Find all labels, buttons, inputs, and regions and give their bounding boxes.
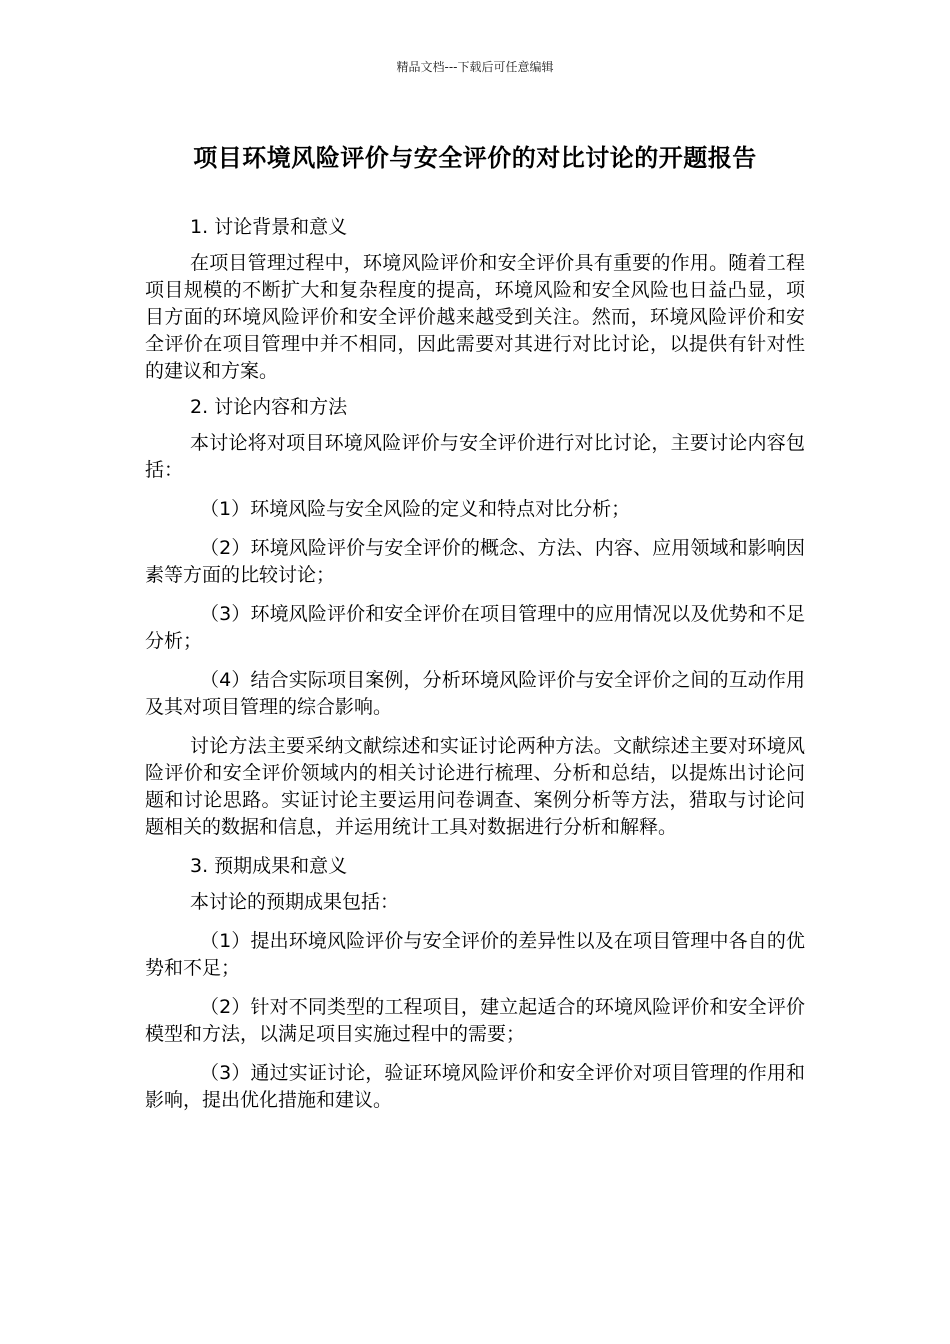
content-item-2: （2）环境风险评价与安全评价的概念、方法、内容、应用领域和影响因素等方面的比较讨论；	[145, 537, 805, 586]
results-intro-paragraph: 本讨论的预期成果包括：	[190, 891, 400, 913]
result-item-3: （3）通过实证讨论，验证环境风险评价和安全评价对项目管理的作用和影响，提出优化措施和建议。	[145, 1062, 805, 1111]
section-heading-content-method: 2. 讨论内容和方法	[190, 396, 348, 418]
document-title: 项目环境风险评价与安全评价的对比讨论的开题报告	[193, 144, 757, 172]
content-intro-paragraph: 本讨论将对项目环境风险评价与安全评价进行对比讨论，主要讨论内容包括：	[145, 432, 805, 481]
page-header: 精品文档---下载后可任意编辑	[396, 60, 554, 74]
content-item-1: （1）环境风险与安全风险的定义和特点对比分析；	[200, 498, 631, 520]
background-paragraph: 在项目管理过程中，环境风险评价和安全评价具有重要的作用。随着工程项目规模的不断扩大和复杂程度的提高，环境风险和安全风险也日益凸显，项目方面的环境风险评价和安全评价越来越受到关注。然而，环境风险评价和安全评价在项目管理中并不相同，因此需要对其进行对比讨论，以提供有针对性的建议和方案。	[145, 252, 805, 382]
content-item-3: （3）环境风险评价和安全评价在项目管理中的应用情况以及优势和不足分析；	[145, 603, 805, 652]
result-item-1: （1）提出环境风险评价与安全评价的差异性以及在项目管理中各自的优势和不足；	[145, 930, 805, 979]
document-body	[145, 214, 805, 1126]
result-item-2: （2）针对不同类型的工程项目，建立起适合的环境风险评价和安全评价模型和方法，以满足项目实施过程中的需要；	[145, 996, 805, 1045]
content-item-4: （4）结合实际项目案例，分析环境风险评价与安全评价之间的互动作用及其对项目管理的综合影响。	[145, 669, 805, 718]
section-heading-background: 1. 讨论背景和意义	[190, 216, 348, 238]
method-paragraph: 讨论方法主要采纳文献综述和实证讨论两种方法。文献综述主要对环境风险评价和安全评价领域内的相关讨论进行梳理、分析和总结，以提炼出讨论问题和讨论思路。实证讨论主要运用问卷调查、案例分析等方法，猎取与讨论问题相关的数据和信息，并运用统计工具对数据进行分析和解释。	[145, 735, 805, 838]
section-heading-expected-results: 3. 预期成果和意义	[190, 855, 348, 877]
